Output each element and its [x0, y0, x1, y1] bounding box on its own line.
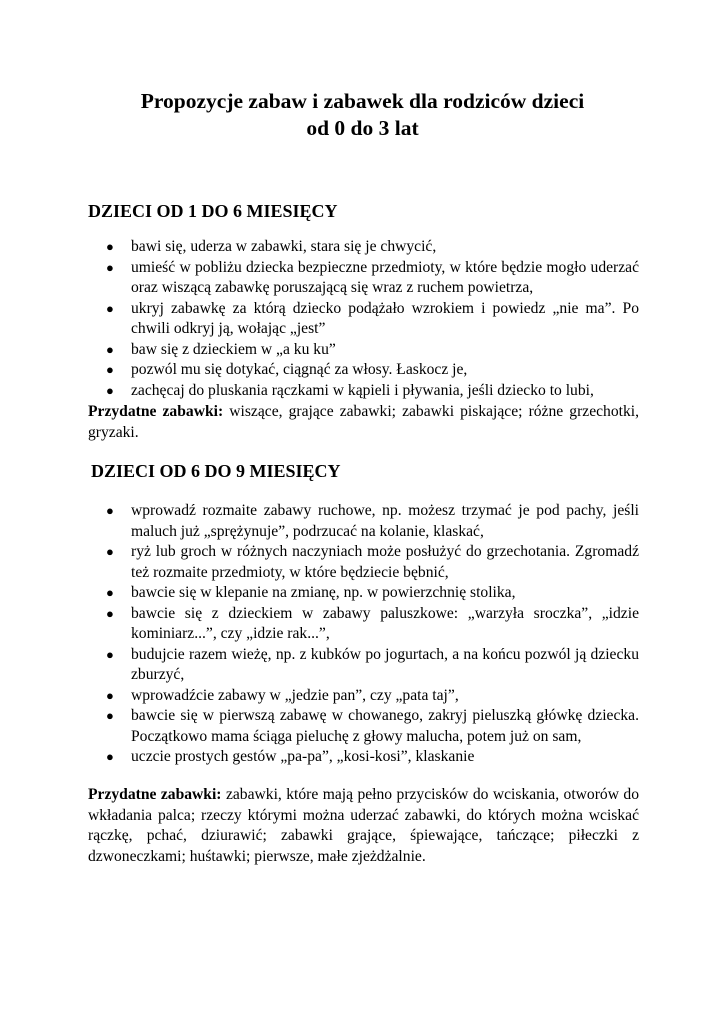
bullet-icon: ● [106, 749, 114, 764]
list-item: ● uczcie prostych gestów „pa-pa”, „kosi-kosi”, klaskanie [88, 747, 639, 768]
title-line-2: od 0 do 3 lat [306, 116, 419, 140]
list-item: ● bawcie się w klepanie na zmianę, np. w powierzchnię stolika, [88, 583, 639, 604]
list-item: ● bawcie się w pierwszą zabawę w chowanego, zakryj pieluszką główkę dziecka. Początkowo mama ściąga pieluchę z głowy malucha, potem już on sam, [106, 707, 639, 745]
useful-toys-label: Przydatne zabawki: [88, 403, 224, 420]
bullet-icon: ● [106, 362, 114, 377]
list-item: ● bawcie się z dzieckiem w zabawy paluszkowe: „warzyła sroczka”, „idzie kominiarz...”, czy „idzie rak...”, [106, 604, 639, 642]
list-item: ● umieść w pobliżu dziecka bezpieczne przedmioty, w które będzie mogło uderzać oraz wiszącą zabawkę poruszającą się wraz z ruchem powietrza, [106, 258, 639, 296]
useful-toys-paragraph-2 [88, 785, 639, 867]
bullet-icon: ● [106, 259, 114, 275]
bullet-icon: ● [106, 585, 114, 600]
list-item: ● bawi się, uderza w zabawki, stara się je chwycić, [88, 237, 639, 258]
bullet-icon: ● [106, 300, 114, 316]
useful-toys-text: zabawki, które mają pełno przycisków do wciskania, otworów do wkładania palca; rzeczy którymi można uderzać zabawki, do których można wciskać rączkę, pchać, dziurawić; zabawki grające, śpiewające, tańczące; piłeczki z dzwoneczkami; huśtawki; pierwsze, małe zjeżdżalnie. [88, 786, 640, 865]
section-2-list [88, 501, 639, 768]
list-item: ● pozwól mu się dotykać, ciągnąć za włosy. Łaskocz je, [88, 360, 639, 381]
list-item: ● ryż lub groch w różnych naczyniach może posłużyć do grzechotania. Zgromadź też rozmaite przedmioty, w które będziecie bębnić, [106, 543, 639, 581]
bullet-icon: ● [106, 708, 114, 723]
title-line-1: Propozycje zabaw i zabawek dla rodziców dzieci [140, 89, 585, 113]
list-item: ● budujcie razem wieżę, np. z kubków po jogurtach, a na końcu pozwól ją dziecku zburzyć, [106, 645, 639, 683]
bullet-icon: ● [106, 341, 114, 357]
list-item: ● wprowadźcie zabawy w „jedzie pan”, czy „pata taj”, [88, 686, 639, 707]
list-item: ● baw się z dzieckiem w „a ku ku” [88, 340, 639, 361]
useful-toys-label: Przydatne zabawki: [88, 786, 222, 803]
section-heading-1-6-months: DZIECI OD 1 DO 6 MIESIĘCY [88, 201, 338, 221]
bullet-icon: ● [106, 687, 114, 703]
bullet-icon: ● [106, 544, 114, 559]
bullet-icon: ● [106, 382, 114, 398]
useful-toys-paragraph-1 [88, 402, 639, 443]
section-heading-6-9-months: DZIECI OD 6 DO 9 MIESIĘCY [91, 461, 341, 481]
section-1-list [88, 237, 639, 401]
useful-toys-text: wiszące, grające zabawki; zabawki piskające; różne grzechotki, gryzaki. [88, 403, 639, 441]
bullet-icon: ● [106, 239, 114, 254]
document-title [60, 88, 665, 142]
list-item: ● zachęcaj do pluskania rączkami w kąpieli i pływania, jeśli dziecko to lubi, [88, 381, 639, 402]
list-item: ● wprowadź rozmaite zabawy ruchowe, np. możesz trzymać je pod pachy, jeśli maluch już „sprężynuje”, podrzucać na kolanie, klaskać, [106, 502, 639, 540]
bullet-icon: ● [106, 503, 114, 518]
bullet-icon: ● [106, 646, 114, 662]
list-item: ● ukryj zabawkę za którą dziecko podążało wzrokiem i powiedz „nie ma”. Po chwili odkryj ją, wołając „jest” [106, 299, 639, 337]
bullet-icon: ● [106, 605, 114, 621]
